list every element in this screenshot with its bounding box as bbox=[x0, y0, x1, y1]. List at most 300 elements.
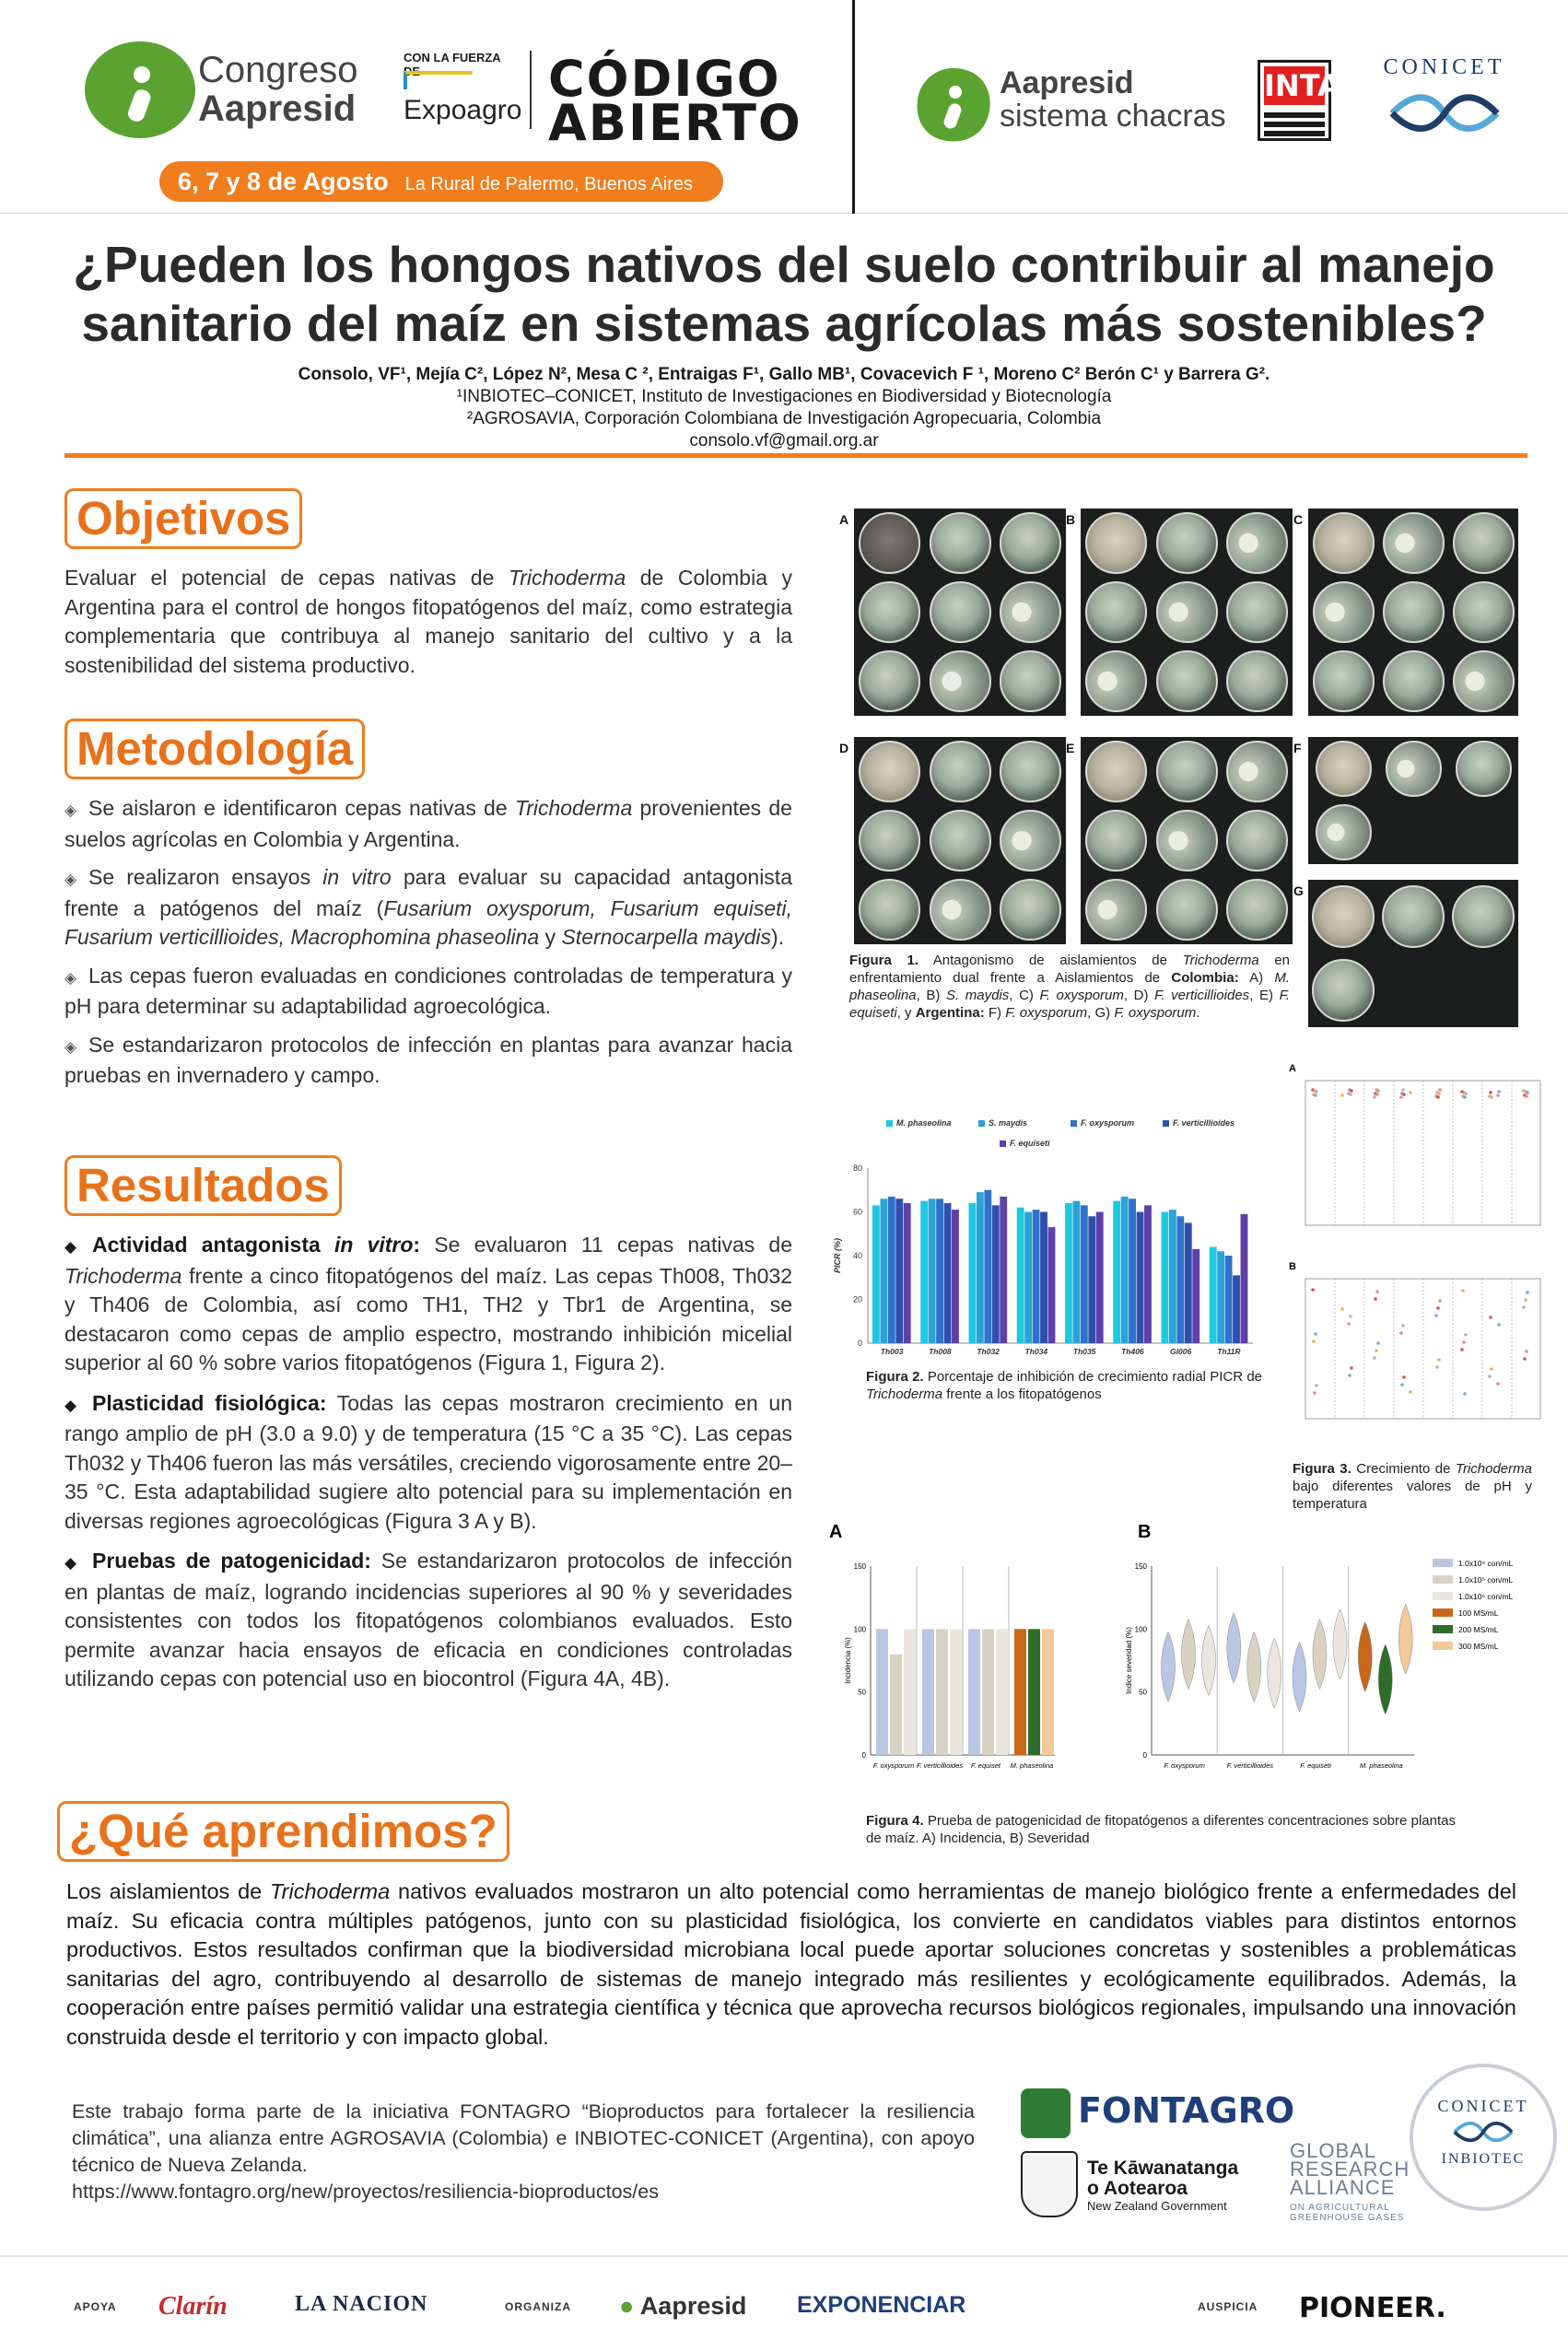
aprendimos-heading: ¿Qué aprendimos? bbox=[57, 1801, 509, 1862]
bar bbox=[1040, 1212, 1047, 1344]
bar bbox=[1241, 1214, 1248, 1343]
auspicia-label: AUSPICIA bbox=[1198, 2300, 1258, 2313]
data-point bbox=[1437, 1092, 1441, 1095]
data-point bbox=[1311, 1288, 1315, 1292]
panel-letter: F bbox=[1293, 741, 1302, 755]
sponsor-footer bbox=[0, 2255, 1568, 2351]
legend-label: F. verticillioides bbox=[1173, 1118, 1235, 1128]
data-point bbox=[1435, 1365, 1439, 1369]
poster-header bbox=[0, 0, 1568, 214]
legend-swatch bbox=[978, 1120, 985, 1127]
bar bbox=[904, 1629, 916, 1755]
petri-dish bbox=[1156, 741, 1218, 802]
author-list: Consolo, VF¹, Mejía C², López N², Mesa C ², Entraigas F¹, Gallo MB¹, Covacevich F ¹, Moreno C² Berón C¹ y Barrera G². bbox=[298, 365, 1270, 384]
bar bbox=[1065, 1203, 1072, 1343]
organiza-label: ORGANIZA bbox=[505, 2300, 571, 2313]
petri-dish bbox=[930, 810, 991, 871]
affiliation-2: ²AGROSAVIA, Corporación Colombiana de Investigación Agropecuaria, Colombia bbox=[466, 409, 1102, 428]
bar bbox=[936, 1199, 943, 1343]
x-tick-label: Th406 bbox=[1121, 1347, 1144, 1356]
list-item: ◈ Se aislaron e identificaron cepas nativas de Trichoderma provenientes de suelos agrícolas en Colombia y Argentina. bbox=[64, 796, 792, 851]
petri-dish bbox=[1382, 885, 1445, 948]
petri-dish bbox=[1226, 741, 1288, 802]
petri-dish bbox=[859, 650, 920, 712]
diamond-bullet-icon: ◈ bbox=[64, 1037, 77, 1056]
panel-letter: D bbox=[839, 741, 849, 755]
poster-title: ¿Pueden los hongos nativos del suelo contribuir al manejo sanitario del maíz en sistemas agrícolas más sostenibles? bbox=[73, 236, 1495, 352]
legend-swatch bbox=[1071, 1120, 1077, 1127]
data-point bbox=[1313, 1391, 1316, 1395]
y-tick-label: 100 bbox=[1134, 1625, 1147, 1634]
bar bbox=[996, 1629, 1008, 1755]
petri-dish bbox=[1383, 581, 1445, 643]
petri-dish bbox=[1156, 581, 1218, 643]
petri-panel bbox=[1081, 509, 1293, 716]
data-point bbox=[1490, 1095, 1493, 1099]
data-point bbox=[1490, 1367, 1493, 1371]
petri-panel bbox=[854, 509, 1066, 716]
y-axis-label: Indice severidad (%) bbox=[1125, 1627, 1133, 1694]
petri-dish bbox=[859, 879, 920, 941]
y-tick-label: 150 bbox=[853, 1562, 866, 1571]
list-item: ◆ Actividad antagonista in vitro: Se evaluaron 11 cepas nativas de Trichoderma frente a cinco fitopatógenos del maíz. Las cepas Th008, Th032 y Th406 de Colombia, así como TH1, TH2 y Tbr1 de Argentina, se destacaron como cepas de amplio espectro, mostrando inhibición micelial superior al 60 % sobre varios fitopatógenos (Figura 1, Figura 2). bbox=[64, 1233, 793, 1374]
bar bbox=[1137, 1212, 1144, 1344]
data-point bbox=[1438, 1088, 1442, 1092]
data-point bbox=[1436, 1095, 1440, 1099]
legend-label: 1.0x10⁴ con/mL bbox=[1458, 1559, 1514, 1568]
petri-dish bbox=[1156, 810, 1218, 871]
panel-letter: G bbox=[1293, 883, 1304, 898]
data-point bbox=[1340, 1307, 1344, 1311]
data-point bbox=[1375, 1093, 1379, 1096]
metodologia-list bbox=[64, 794, 792, 1100]
petri-dish bbox=[1085, 810, 1147, 871]
y-tick-label: 150 bbox=[1134, 1562, 1147, 1571]
y-tick-label: 50 bbox=[858, 1688, 866, 1697]
legend-swatch bbox=[1433, 1625, 1453, 1633]
petri-panel bbox=[1308, 509, 1518, 716]
x-tick-label: F. equiset bbox=[971, 1761, 1000, 1770]
conicet-wave-icon bbox=[1385, 88, 1504, 138]
data-point bbox=[1525, 1350, 1528, 1353]
legend-label: S. maydis bbox=[989, 1118, 1028, 1128]
clarin-logo: Clarín bbox=[158, 2292, 228, 2321]
nz-crest-icon bbox=[1021, 2151, 1078, 2217]
x-tick-label: Th003 bbox=[880, 1347, 904, 1356]
petri-dish bbox=[1452, 885, 1515, 948]
legend-label: 200 MS/mL bbox=[1458, 1625, 1499, 1634]
petri-panel bbox=[854, 737, 1066, 944]
bar bbox=[1081, 1205, 1088, 1343]
x-tick-label: Th11R bbox=[1217, 1347, 1241, 1356]
petri-dish bbox=[1456, 741, 1512, 797]
bar bbox=[1217, 1251, 1224, 1343]
bar bbox=[1042, 1629, 1054, 1755]
x-tick-label: F. verticillioides bbox=[916, 1761, 964, 1770]
lanacion-logo: LA NACION bbox=[295, 2292, 428, 2316]
x-tick-label: F. verticillioides bbox=[1226, 1761, 1274, 1770]
data-point bbox=[1347, 1322, 1351, 1326]
bar bbox=[872, 1205, 880, 1343]
petri-panel bbox=[1081, 737, 1293, 944]
violin bbox=[1333, 1609, 1347, 1679]
bar bbox=[968, 1629, 980, 1755]
petri-dish bbox=[1000, 581, 1061, 643]
bar bbox=[952, 1210, 959, 1343]
data-point bbox=[1434, 1314, 1438, 1317]
petri-dish bbox=[1085, 581, 1147, 643]
bar bbox=[1113, 1201, 1120, 1343]
data-point bbox=[1399, 1331, 1403, 1335]
metodologia-heading: Metodología bbox=[64, 719, 365, 779]
list-item: ◈ Las cepas fueron evaluadas en condiciones controladas de temperatura y pH para determinar su adaptabilidad agroecológica. bbox=[64, 963, 792, 1018]
figure-2-bar-chart bbox=[829, 1115, 1262, 1363]
petri-dish bbox=[1313, 581, 1375, 643]
bar bbox=[922, 1629, 934, 1755]
petri-dish bbox=[1226, 581, 1288, 643]
inta-logo bbox=[1258, 60, 1340, 141]
figure-3-caption: Figura 3. Crecimiento de Trichoderma bajo diferentes valores de pH y temperatura bbox=[1293, 1461, 1532, 1512]
data-point bbox=[1315, 1384, 1318, 1387]
figure-2-caption: Figura 2. Porcentaje de inhibición de crecimiento radial PICR de Trichoderma frente a los fitopatógenos bbox=[866, 1369, 1262, 1402]
data-point bbox=[1496, 1382, 1500, 1386]
legend-label: 1.0x10⁶ con/mL bbox=[1458, 1592, 1514, 1601]
petri-dish bbox=[1000, 650, 1061, 712]
data-point bbox=[1497, 1323, 1501, 1327]
violin bbox=[1247, 1632, 1261, 1702]
petri-dish bbox=[1085, 879, 1147, 941]
legend-label: 100 MS/mL bbox=[1458, 1608, 1499, 1618]
data-point bbox=[1400, 1383, 1404, 1386]
bar bbox=[984, 1190, 991, 1343]
bar bbox=[1024, 1212, 1032, 1344]
bar bbox=[1162, 1212, 1169, 1344]
data-point bbox=[1464, 1092, 1468, 1095]
x-tick-label: M. phaseolina bbox=[1010, 1761, 1054, 1770]
data-point bbox=[1314, 1094, 1317, 1097]
panel-letter: B bbox=[1066, 512, 1076, 527]
data-point bbox=[1312, 1339, 1316, 1343]
petri-dish bbox=[859, 741, 920, 802]
plot-frame bbox=[1305, 1279, 1540, 1419]
petri-dish bbox=[930, 650, 991, 712]
y-tick-label: 0 bbox=[861, 1751, 866, 1760]
bar bbox=[1014, 1629, 1026, 1755]
legend-label: M. phaseolina bbox=[896, 1118, 952, 1128]
data-point bbox=[1463, 1095, 1467, 1099]
petri-dish bbox=[1316, 804, 1372, 860]
petri-dish bbox=[930, 741, 991, 802]
bar bbox=[1096, 1212, 1104, 1344]
data-point bbox=[1375, 1290, 1379, 1293]
objetivos-text: Evaluar el potencial de cepas nativas de Trichoderma de Colombia y Argentina para el control de hongos fitopatógenos del maíz, como estrategia complementaria que contribuya al manejo sanitario del cultivo y a la sostenibilidad del sistema productivo. bbox=[64, 566, 792, 677]
petri-dish bbox=[1156, 512, 1218, 574]
diamond-bullet-icon: ◈ bbox=[64, 871, 77, 888]
bar bbox=[936, 1629, 948, 1755]
fontagro-link[interactable]: https://www.fontagro.org/new/proyectos/resiliencia-bioproductos/es bbox=[72, 2181, 659, 2203]
petri-dish bbox=[1156, 650, 1218, 712]
x-tick-label: Gl006 bbox=[1170, 1347, 1192, 1356]
bar bbox=[895, 1199, 903, 1343]
apoya-label: APOYA bbox=[74, 2300, 117, 2313]
petri-dish bbox=[1085, 650, 1147, 712]
conicet-inbiotec-logo: CONICET INBIOTEC bbox=[1410, 2064, 1557, 2211]
diamond-bullet-icon: ◈ bbox=[64, 968, 77, 987]
bar bbox=[1176, 1216, 1184, 1343]
legend-swatch bbox=[1433, 1592, 1453, 1600]
violin bbox=[1182, 1620, 1196, 1690]
figure-4-patogenicidad bbox=[825, 1525, 1552, 1778]
data-point bbox=[1464, 1333, 1468, 1337]
data-point bbox=[1460, 1348, 1464, 1351]
event-date-badge bbox=[159, 161, 723, 202]
data-point bbox=[1349, 1315, 1352, 1318]
data-point bbox=[1436, 1306, 1440, 1310]
legend-swatch bbox=[886, 1120, 893, 1127]
petri-dish bbox=[1453, 650, 1515, 712]
bar bbox=[1185, 1222, 1192, 1343]
petri-dish bbox=[1226, 810, 1288, 871]
panel-letter: B bbox=[1289, 1261, 1296, 1272]
data-point bbox=[1438, 1299, 1442, 1303]
bar bbox=[982, 1629, 994, 1755]
y-tick-label: 100 bbox=[853, 1625, 866, 1634]
aprendimos-text: Los aislamientos de Trichoderma nativos evaluados mostraron un alto potencial como herramientas de manejo biológico frente a enfermedades del maíz. Su eficacia contra múltiples patógenos, junto con su plasticidad fisiológica, los convierte en candidatos viables para distintos entornos productivos. Estos resultados confirman que la biodiversidad microbiana local puede aportar soluciones concretas y sostenibles a problemáticas sanitarias del agro, contribuyendo al desarrollo de sistemas de manejo integrado más resilientes y ecológicamente equilibrados. Además, la cooperación entre países permitió validar una estrategia científica y técnica que aprovecha recursos biológicos regionales, impulsando una innovación construida desde el territorio y con impacto global. bbox=[66, 1879, 1517, 2049]
bar bbox=[992, 1205, 1000, 1343]
data-point bbox=[1497, 1090, 1501, 1094]
contact-email[interactable]: consolo.vf@gmail.org.ar bbox=[689, 431, 879, 450]
petri-dish bbox=[1386, 741, 1442, 797]
data-point bbox=[1399, 1095, 1403, 1099]
x-tick-label: Th008 bbox=[929, 1347, 952, 1356]
bar bbox=[1233, 1275, 1240, 1343]
event-date: 6, 7 y 8 de Agosto bbox=[178, 168, 389, 195]
y-tick-label: 50 bbox=[1139, 1688, 1147, 1697]
congreso-line2: Aapresid bbox=[198, 88, 357, 129]
data-point bbox=[1463, 1392, 1467, 1396]
exponenciar-logo: EXPONENCIAR bbox=[797, 2292, 966, 2318]
fontagro-logo: FONTAGRO bbox=[1021, 2087, 1246, 2142]
bar bbox=[1129, 1199, 1136, 1343]
petri-dish bbox=[859, 810, 920, 871]
data-point bbox=[1489, 1316, 1492, 1319]
legend-swatch bbox=[1163, 1120, 1169, 1127]
sistema-chacras-name bbox=[1000, 66, 1226, 133]
bar bbox=[944, 1203, 952, 1343]
list-item: ◆ Pruebas de patogenicidad: Se estandarizaron protocolos de infección en plantas de maíz, logrando incidencias superiores al 90 % y severidades consistentes con todos los fitopatógenos colombianos evaluados. Esto permite avanzar hacia ensayos de eficacia en condiciones controladas utilizando cepas con potencial uso en biocontrol (Figura 4A, 4B). bbox=[64, 1549, 792, 1690]
petri-dish bbox=[1383, 512, 1445, 574]
legend-swatch bbox=[1433, 1642, 1453, 1650]
data-point bbox=[1402, 1093, 1406, 1096]
data-point bbox=[1462, 1340, 1466, 1344]
congreso-line1: Congreso bbox=[198, 50, 358, 90]
congreso-name bbox=[198, 51, 357, 128]
bar bbox=[1072, 1201, 1080, 1343]
violin bbox=[1378, 1644, 1392, 1714]
panel-letter: A bbox=[829, 1525, 843, 1542]
petri-dish bbox=[1226, 650, 1288, 712]
bar bbox=[1028, 1629, 1040, 1755]
bar bbox=[880, 1199, 887, 1343]
bar bbox=[1144, 1205, 1152, 1343]
petri-dish bbox=[859, 581, 920, 643]
violin bbox=[1268, 1638, 1281, 1708]
data-point bbox=[1374, 1297, 1377, 1301]
data-point bbox=[1373, 1095, 1376, 1099]
x-tick-label: Th034 bbox=[1024, 1347, 1048, 1356]
sistema-chacras-logo-icon bbox=[912, 64, 1000, 147]
header-divider bbox=[852, 0, 855, 214]
data-point bbox=[1314, 1332, 1317, 1336]
conicet-logo bbox=[1377, 55, 1511, 147]
petri-dish bbox=[930, 879, 991, 941]
panel-letter: A bbox=[839, 512, 849, 527]
data-point bbox=[1340, 1094, 1344, 1097]
codigo-abierto-logo bbox=[548, 50, 802, 152]
diamond-bullet-icon: ◆ bbox=[64, 1238, 77, 1256]
bar bbox=[1000, 1197, 1007, 1343]
bar bbox=[977, 1192, 984, 1343]
bar bbox=[1033, 1210, 1040, 1343]
bar bbox=[969, 1203, 977, 1343]
x-tick-label: F. oxysporum bbox=[872, 1761, 915, 1770]
figure-1-caption: Figura 1. Antagonismo de aislamientos de Trichoderma en enfrentamiento dual frente a Aislamientos de Colombia: A) M. phaseolina, B) S. maydis, C) F. oxysporum, D) F. verticillioides, E) F. equiseti, y Argentina: F) F. oxysporum, G) F. oxysporum. bbox=[849, 953, 1290, 1021]
data-point bbox=[1375, 1349, 1378, 1352]
bar bbox=[1192, 1249, 1199, 1343]
legend-label: F. equiseti bbox=[1010, 1139, 1050, 1148]
panel-letter: C bbox=[1293, 512, 1304, 527]
data-point bbox=[1376, 1089, 1380, 1093]
panel-letter: B bbox=[1138, 1525, 1152, 1542]
petri-dish bbox=[1312, 959, 1375, 1022]
aapresid-footer-logo: ● Aapresid bbox=[619, 2292, 747, 2320]
data-point bbox=[1526, 1291, 1529, 1294]
y-tick-label: 0 bbox=[857, 1339, 862, 1348]
data-point bbox=[1437, 1358, 1441, 1362]
sistema-line1: Aapresid bbox=[1000, 65, 1134, 100]
data-point bbox=[1488, 1374, 1492, 1378]
petri-dish bbox=[1383, 650, 1445, 712]
figure-3-scatter-plots bbox=[1285, 1059, 1552, 1446]
codigo-line1: CÓDIGO bbox=[548, 50, 781, 108]
data-point bbox=[1461, 1289, 1465, 1292]
data-point bbox=[1401, 1324, 1405, 1328]
x-tick-label: M. phaseolina bbox=[1360, 1761, 1403, 1770]
violin bbox=[1227, 1613, 1241, 1683]
bar bbox=[950, 1629, 962, 1755]
legend-swatch bbox=[1000, 1140, 1006, 1147]
title-rule bbox=[64, 453, 1527, 458]
data-point bbox=[1522, 1305, 1526, 1309]
petri-dish bbox=[1226, 512, 1288, 574]
nz-government-logo: Te Kāwanatanga o Aotearoa New Zealand Government bbox=[1021, 2151, 1251, 2220]
plot-frame bbox=[1305, 1081, 1540, 1225]
bar bbox=[890, 1655, 902, 1755]
panel-letter: A bbox=[1289, 1063, 1296, 1074]
data-point bbox=[1525, 1094, 1528, 1098]
bar bbox=[1169, 1210, 1176, 1343]
x-tick-label: Th032 bbox=[977, 1347, 1000, 1356]
legend-swatch bbox=[1433, 1575, 1453, 1584]
data-point bbox=[1409, 1390, 1412, 1394]
petri-dish bbox=[1000, 810, 1061, 871]
petri-panel bbox=[1308, 880, 1518, 1027]
petri-dish bbox=[1313, 650, 1375, 712]
data-point bbox=[1526, 1091, 1529, 1094]
header-separator bbox=[530, 51, 532, 129]
petri-dish bbox=[1156, 879, 1218, 941]
list-item: ◈ Se realizaron ensayos in vitro para evaluar su capacidad antagonista frente a patógenos del maíz (Fusarium oxysporum, Fusarium equiseti, Fusarium verticillioides, Macrophomina phaseolina y Sternocarpella maydis). bbox=[64, 865, 792, 949]
bar bbox=[1210, 1247, 1217, 1344]
data-point bbox=[1348, 1374, 1352, 1377]
violin bbox=[1313, 1620, 1327, 1690]
expoagro-name: Expoagro bbox=[404, 95, 522, 125]
y-tick-label: 0 bbox=[1142, 1751, 1147, 1760]
x-tick-label: F. oxysporum bbox=[1164, 1761, 1205, 1770]
legend-label: F. oxysporum bbox=[1081, 1118, 1135, 1128]
petri-dish bbox=[1453, 581, 1515, 643]
list-item: ◆ Plasticidad fisiológica: Todas las cepas mostraron crecimiento en un rango amplio de pH (3.0 a 9.0) y de temperatura (15 °C a 35 °C). Las cepas Th032 y Th406 fueron las más versátiles, creciendo vigorosamente entre 20–35 °C. Esta adaptabilidad sugiere alto potencial para su implementación en diversas regiones agroecológicas (Figura 3 A y B). bbox=[64, 1390, 792, 1533]
codigo-line2: ABIERTO bbox=[548, 94, 802, 152]
bar bbox=[876, 1629, 888, 1755]
legend-swatch bbox=[1433, 1608, 1453, 1617]
y-axis-label: PICR (%) bbox=[833, 1238, 842, 1273]
petri-dish bbox=[1000, 879, 1061, 941]
violin bbox=[1293, 1642, 1306, 1712]
expoagro-logo bbox=[404, 51, 522, 129]
data-point bbox=[1523, 1357, 1527, 1361]
data-point bbox=[1373, 1356, 1376, 1360]
fontagro-acknowledgement: Este trabajo forma parte de la iniciativa FONTAGRO “Bioproductos para fortalecer la resiliencia climática”, una alianza entre AGROSAVIA (Colombia) e INBIOTEC-CONICET (Argentina), con apoyo técnico de Nueva Zelanda. https://www.fontagro.org/new/proyectos/resiliencia-bioproductos/es bbox=[72, 2099, 975, 2205]
diamond-bullet-icon: ◈ bbox=[64, 801, 77, 819]
resultados-heading: Resultados bbox=[64, 1155, 342, 1216]
violin bbox=[1202, 1626, 1216, 1696]
y-tick-label: 80 bbox=[852, 1164, 862, 1173]
resultados-list bbox=[64, 1231, 792, 1705]
bar bbox=[888, 1197, 895, 1343]
violin bbox=[1358, 1621, 1372, 1691]
expoagro-tagline: CON LA FUERZA DE bbox=[404, 51, 501, 78]
petri-dish bbox=[1085, 512, 1147, 574]
bar bbox=[1088, 1216, 1095, 1343]
event-place: La Rural de Palermo, Buenos Aires bbox=[404, 174, 693, 194]
legend-label: 1.0x10⁵ con/mL bbox=[1458, 1575, 1514, 1585]
data-point bbox=[1349, 1093, 1352, 1096]
petri-dish bbox=[1312, 885, 1375, 948]
list-item: ◈ Se estandarizaron protocolos de infección en plantas para avanzar hacia pruebas en invernadero y campo. bbox=[64, 1032, 792, 1087]
data-point bbox=[1350, 1089, 1353, 1093]
petri-dish bbox=[1313, 512, 1375, 574]
data-point bbox=[1402, 1375, 1406, 1379]
data-point bbox=[1376, 1341, 1380, 1345]
congreso-logo-icon bbox=[85, 41, 195, 138]
y-axis-label: Incidencia (%) bbox=[844, 1637, 852, 1684]
petri-dish bbox=[1000, 741, 1061, 802]
petri-dish bbox=[1226, 879, 1288, 941]
data-point bbox=[1496, 1094, 1500, 1097]
bar bbox=[929, 1199, 936, 1343]
petri-dish bbox=[1453, 512, 1515, 574]
data-point bbox=[1315, 1090, 1318, 1094]
conicet-wave-icon bbox=[1433, 2118, 1534, 2146]
petri-dish bbox=[930, 512, 991, 574]
bar bbox=[904, 1203, 911, 1343]
data-point bbox=[1409, 1091, 1412, 1094]
panel-letter: E bbox=[1066, 741, 1075, 755]
diamond-bullet-icon: ◆ bbox=[64, 1396, 77, 1414]
global-research-alliance-logo: GLOBAL RESEARCH ALLIANCE ON AGRICULTURAL GREENHOUSE GASES bbox=[1290, 2139, 1410, 2223]
legend-label: 300 MS/mL bbox=[1458, 1642, 1499, 1651]
